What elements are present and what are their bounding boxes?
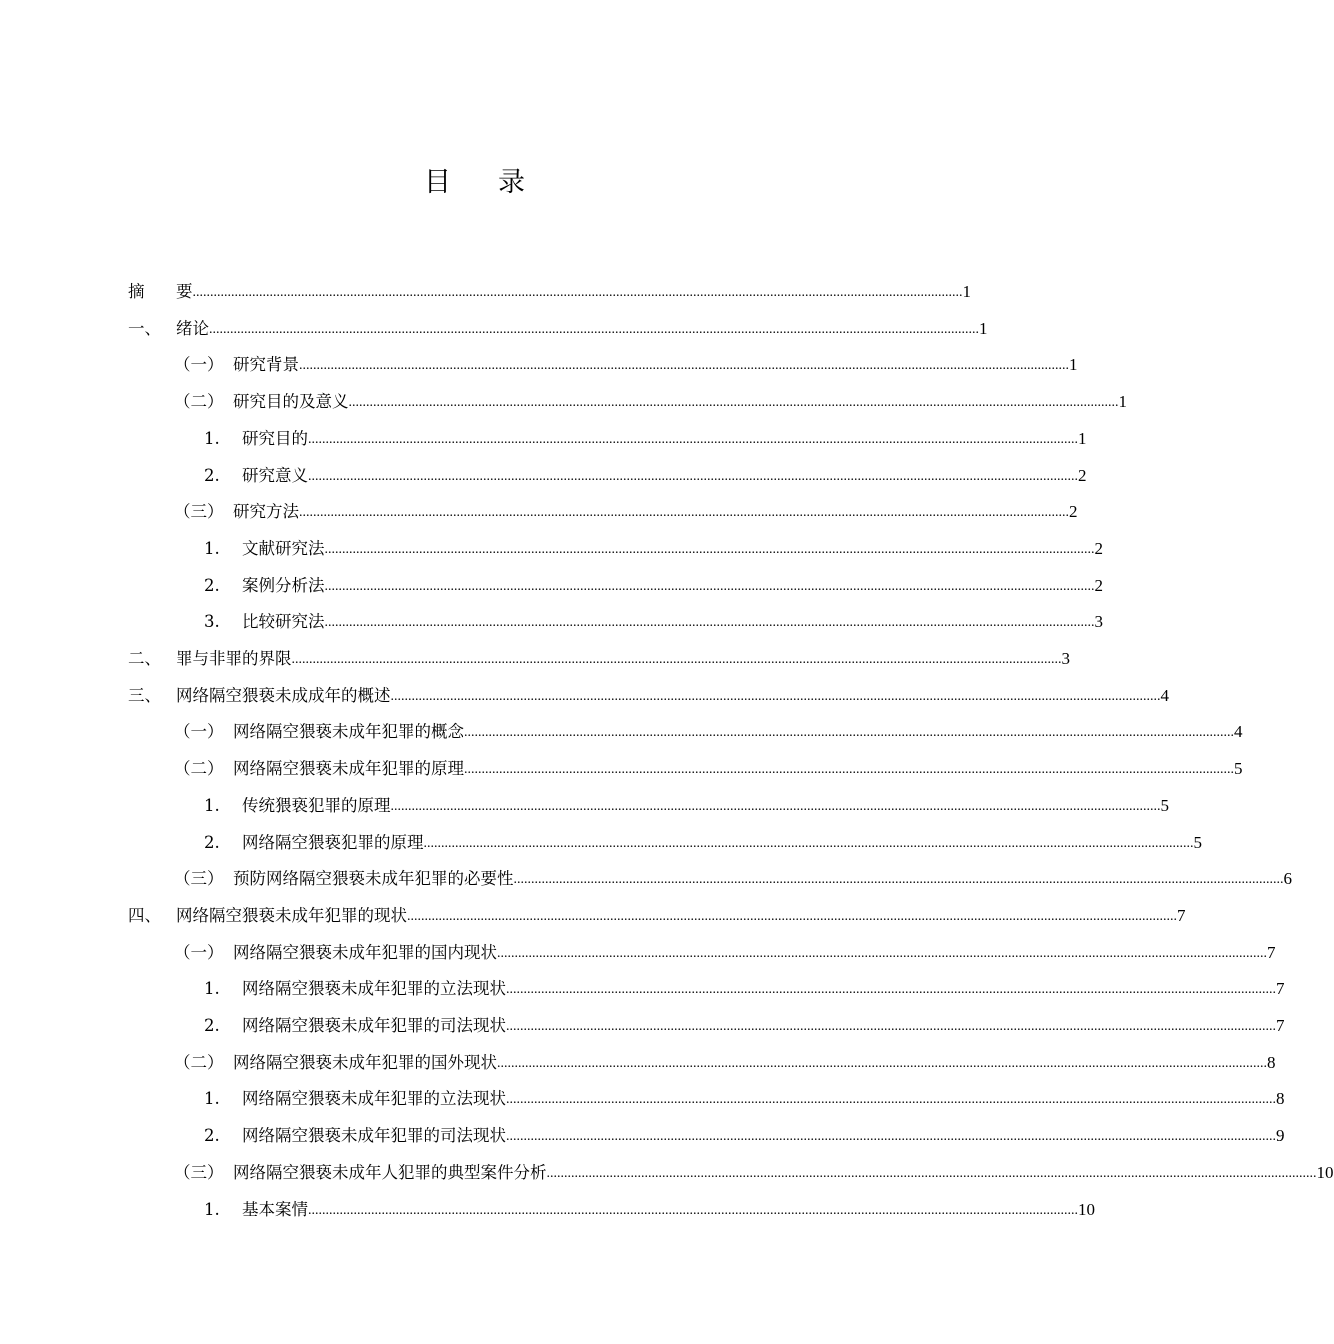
toc-entry[interactable] [128, 456, 1087, 486]
toc-dot-leader: ............................................................................................................................................................................................................................ [423, 835, 1194, 851]
toc-dot-leader: ............................................................................................................................................................................................................................ [506, 1129, 1276, 1145]
toc-dot-leader: ............................................................................................................................................................................................................................ [324, 578, 1095, 594]
toc-entry-page-number: 1 [1118, 392, 1127, 412]
toc-entry[interactable] [128, 1079, 1285, 1109]
toc-entry-page-number: 10 [1316, 1162, 1334, 1182]
toc-entry-number: 1. [204, 1089, 220, 1109]
toc-entry-title: 研究目的及意义 [233, 392, 349, 412]
toc-entry-page-number: 4 [1160, 685, 1169, 705]
toc-entry-title: 要 [176, 282, 193, 301]
toc-entry-number: 2. [204, 1126, 220, 1146]
toc-entry[interactable] [128, 1153, 1334, 1183]
toc-entry-page-number: 7 [1177, 905, 1186, 925]
toc-entry-title: 绪论 [176, 318, 209, 338]
toc-entry-title: 网络隔空猥亵未成年犯罪的立法现状 [242, 1089, 506, 1109]
toc-entry-page-number: 5 [1234, 759, 1243, 779]
toc-entry-page-number: 7 [1267, 942, 1276, 962]
toc-entry-number: 1. [204, 795, 220, 815]
toc-entry-title: 研究背景 [233, 355, 299, 375]
toc-dot-leader: ............................................................................................................................................................................................................................ [464, 725, 1234, 741]
toc-dot-leader: ............................................................................................................................................................................................................................ [308, 468, 1078, 484]
toc-entry-page-number: 8 [1267, 1052, 1276, 1072]
toc-entry-page-number: 7 [1276, 1016, 1285, 1035]
toc-entry-page-number: 2 [1094, 575, 1103, 595]
toc-entry-title: 预防网络隔空猥亵未成年犯罪的必要性 [233, 869, 514, 889]
toc-entry-title: 网络隔空猥亵未成年犯罪的原理 [233, 759, 464, 779]
toc-dot-leader: ............................................................................................................................................................................................................................ [497, 1055, 1267, 1071]
toc-entry-number: （一） [174, 355, 224, 375]
toc-entry-title: 研究方法 [233, 502, 299, 522]
toc-dot-leader: ............................................................................................................................................................................................................................ [299, 505, 1069, 521]
toc-entry[interactable] [128, 749, 1243, 779]
toc-title-char-2: 录 [498, 167, 526, 198]
toc-entry-number: 一、 [128, 318, 161, 338]
toc-entry-number: （三） [174, 502, 224, 522]
toc-entry-page-number: 3 [1061, 649, 1070, 668]
toc-dot-leader: ............................................................................................................................................................................................................................ [299, 358, 1069, 374]
toc-entry-page-number: 1 [979, 318, 988, 338]
toc-entry-title: 基本案情 [242, 1199, 308, 1219]
toc-entry-title: 网络隔空猥亵未成年人犯罪的典型案件分析 [233, 1162, 547, 1182]
toc-entry-title: 网络隔空猥亵未成年犯罪的概念 [233, 722, 464, 742]
toc-entry-title: 案例分析法 [242, 575, 325, 595]
toc-entry-number: （二） [174, 1052, 224, 1072]
toc-entry-number: 2. [204, 832, 220, 852]
toc-entry[interactable] [128, 566, 1103, 596]
toc-entry-number: （一） [174, 942, 224, 962]
toc-entry-number: 1. [204, 428, 220, 448]
toc-entry-number: 2. [204, 465, 220, 485]
toc-entry[interactable] [128, 1190, 1095, 1220]
toc-dot-leader: ............................................................................................................................................................................................................................ [390, 688, 1161, 704]
toc-dot-leader: ............................................................................................................................................................................................................................ [308, 431, 1078, 447]
toc-entry-title: 研究意义 [242, 465, 308, 485]
toc-entry-number: （二） [174, 392, 224, 412]
toc-dot-leader: ............................................................................................................................................................................................................................ [497, 945, 1267, 961]
toc-entry[interactable] [128, 676, 1169, 706]
toc-entry-title: 比较研究法 [242, 612, 325, 632]
toc-entry-title: 网络隔空猥亵未成年犯罪的现状 [176, 905, 407, 925]
toc-dot-leader: ............................................................................................................................................................................................................................ [324, 615, 1095, 631]
toc-entry-number: 3. [204, 612, 220, 632]
toc-entry-number: 2. [204, 575, 220, 595]
toc-entry-title: 网络隔空猥亵未成年犯罪的司法现状 [242, 1126, 506, 1146]
toc-entry[interactable] [128, 859, 1292, 889]
toc-entry-title: 网络隔空猥亵犯罪的原理 [242, 832, 424, 852]
toc-dot-leader: ............................................................................................................................................................................................................................ [506, 1092, 1276, 1108]
toc-entry[interactable] [128, 786, 1169, 816]
toc-entry-number: （三） [174, 1162, 224, 1182]
toc-entry-number: 1. [204, 979, 220, 999]
toc-entry-number: 二、 [128, 649, 161, 668]
toc-dot-leader: ............................................................................................................................................................................................................................ [209, 321, 979, 337]
toc-dot-leader: ............................................................................................................................................................................................................................ [348, 395, 1119, 411]
toc-entry-page-number: 2 [1094, 538, 1103, 558]
toc-entry-title: 罪与非罪的界限 [176, 649, 292, 668]
toc-dot-leader: ............................................................................................................................................................................................................................ [464, 762, 1234, 778]
toc-entry[interactable] [128, 529, 1103, 559]
toc-entry[interactable] [128, 933, 1276, 963]
toc-entry-page-number: 1 [1078, 428, 1087, 448]
toc-entry-page-number: 3 [1094, 612, 1103, 632]
toc-entry[interactable] [128, 969, 1285, 999]
toc-entry-page-number: 5 [1193, 832, 1202, 852]
toc-dot-leader: ............................................................................................................................................................................................................................ [513, 872, 1284, 888]
toc-dot-leader: ............................................................................................................................................................................................................................ [546, 1165, 1317, 1181]
toc-entry-number: 2. [204, 1016, 220, 1035]
toc-entry[interactable] [128, 1043, 1276, 1073]
toc-entry[interactable] [128, 639, 1070, 669]
toc-entry-page-number: 9 [1276, 1126, 1285, 1146]
toc-entry[interactable] [128, 823, 1202, 853]
toc-entry-page-number: 2 [1078, 465, 1087, 485]
toc-entry[interactable] [128, 419, 1087, 449]
toc-entry[interactable] [128, 382, 1127, 412]
toc-entry[interactable] [128, 602, 1103, 632]
toc-entry-number: （三） [174, 869, 224, 889]
toc-entry[interactable] [128, 492, 1078, 522]
toc-entry-page-number: 10 [1078, 1199, 1095, 1219]
toc-entry-page-number: 6 [1283, 869, 1292, 889]
toc-entry[interactable] [128, 712, 1243, 742]
toc-entry-page-number: 2 [1069, 502, 1078, 522]
toc-dot-leader: ............................................................................................................................................................................................................................ [192, 285, 963, 300]
toc-entry-title: 文献研究法 [242, 538, 325, 558]
toc-title-char-1: 目 [424, 167, 452, 198]
toc-dot-leader: ............................................................................................................................................................................................................................ [324, 541, 1095, 557]
toc-entry-title: 网络隔空猥亵未成成年的概述 [176, 685, 391, 705]
toc-entry[interactable] [128, 309, 988, 339]
toc-entry-page-number: 1 [962, 282, 971, 301]
toc-dot-leader: ............................................................................................................................................................................................................................ [308, 1202, 1078, 1218]
toc-entry-title: 网络隔空猥亵未成年犯罪的立法现状 [242, 979, 506, 999]
toc-entry-title: 网络隔空猥亵未成年犯罪的国外现状 [233, 1052, 497, 1072]
toc-entry-title: 传统猥亵犯罪的原理 [242, 795, 391, 815]
toc-entry-title: 网络隔空猥亵未成年犯罪的司法现状 [242, 1016, 506, 1035]
toc-entry-number: （二） [174, 759, 224, 779]
toc-dot-leader: ............................................................................................................................................................................................................................ [506, 982, 1276, 998]
toc-entry[interactable] [128, 1116, 1285, 1146]
toc-entry[interactable] [128, 272, 971, 302]
toc-dot-leader: ............................................................................................................................................................................................................................ [407, 908, 1177, 924]
toc-entry-number: 1. [204, 1199, 220, 1219]
toc-entry[interactable] [128, 1006, 1285, 1036]
toc-entry-number: 三、 [128, 685, 161, 705]
toc-entry-number: 四、 [128, 905, 161, 925]
toc-entry-title: 网络隔空猥亵未成年犯罪的国内现状 [233, 942, 497, 962]
toc-entry-number: 1. [204, 538, 220, 558]
toc-entry-page-number: 1 [1069, 355, 1078, 375]
toc-entry-title: 研究目的 [242, 428, 308, 448]
toc-entry-page-number: 5 [1160, 795, 1169, 815]
toc-dot-leader: ............................................................................................................................................................................................................................ [291, 652, 1062, 667]
toc-dot-leader: ............................................................................................................................................................................................................................ [390, 798, 1161, 814]
toc-title [0, 160, 950, 199]
toc-entry-page-number: 8 [1276, 1089, 1285, 1109]
toc-entry-number: 摘 [128, 282, 145, 301]
toc-entry-page-number: 4 [1234, 722, 1243, 742]
toc-dot-leader: ............................................................................................................................................................................................................................ [506, 1019, 1276, 1034]
toc-entry-page-number: 7 [1276, 979, 1285, 999]
toc-entry-number: （一） [174, 722, 224, 742]
toc-entry[interactable] [128, 345, 1078, 375]
toc-entry[interactable] [128, 896, 1186, 926]
